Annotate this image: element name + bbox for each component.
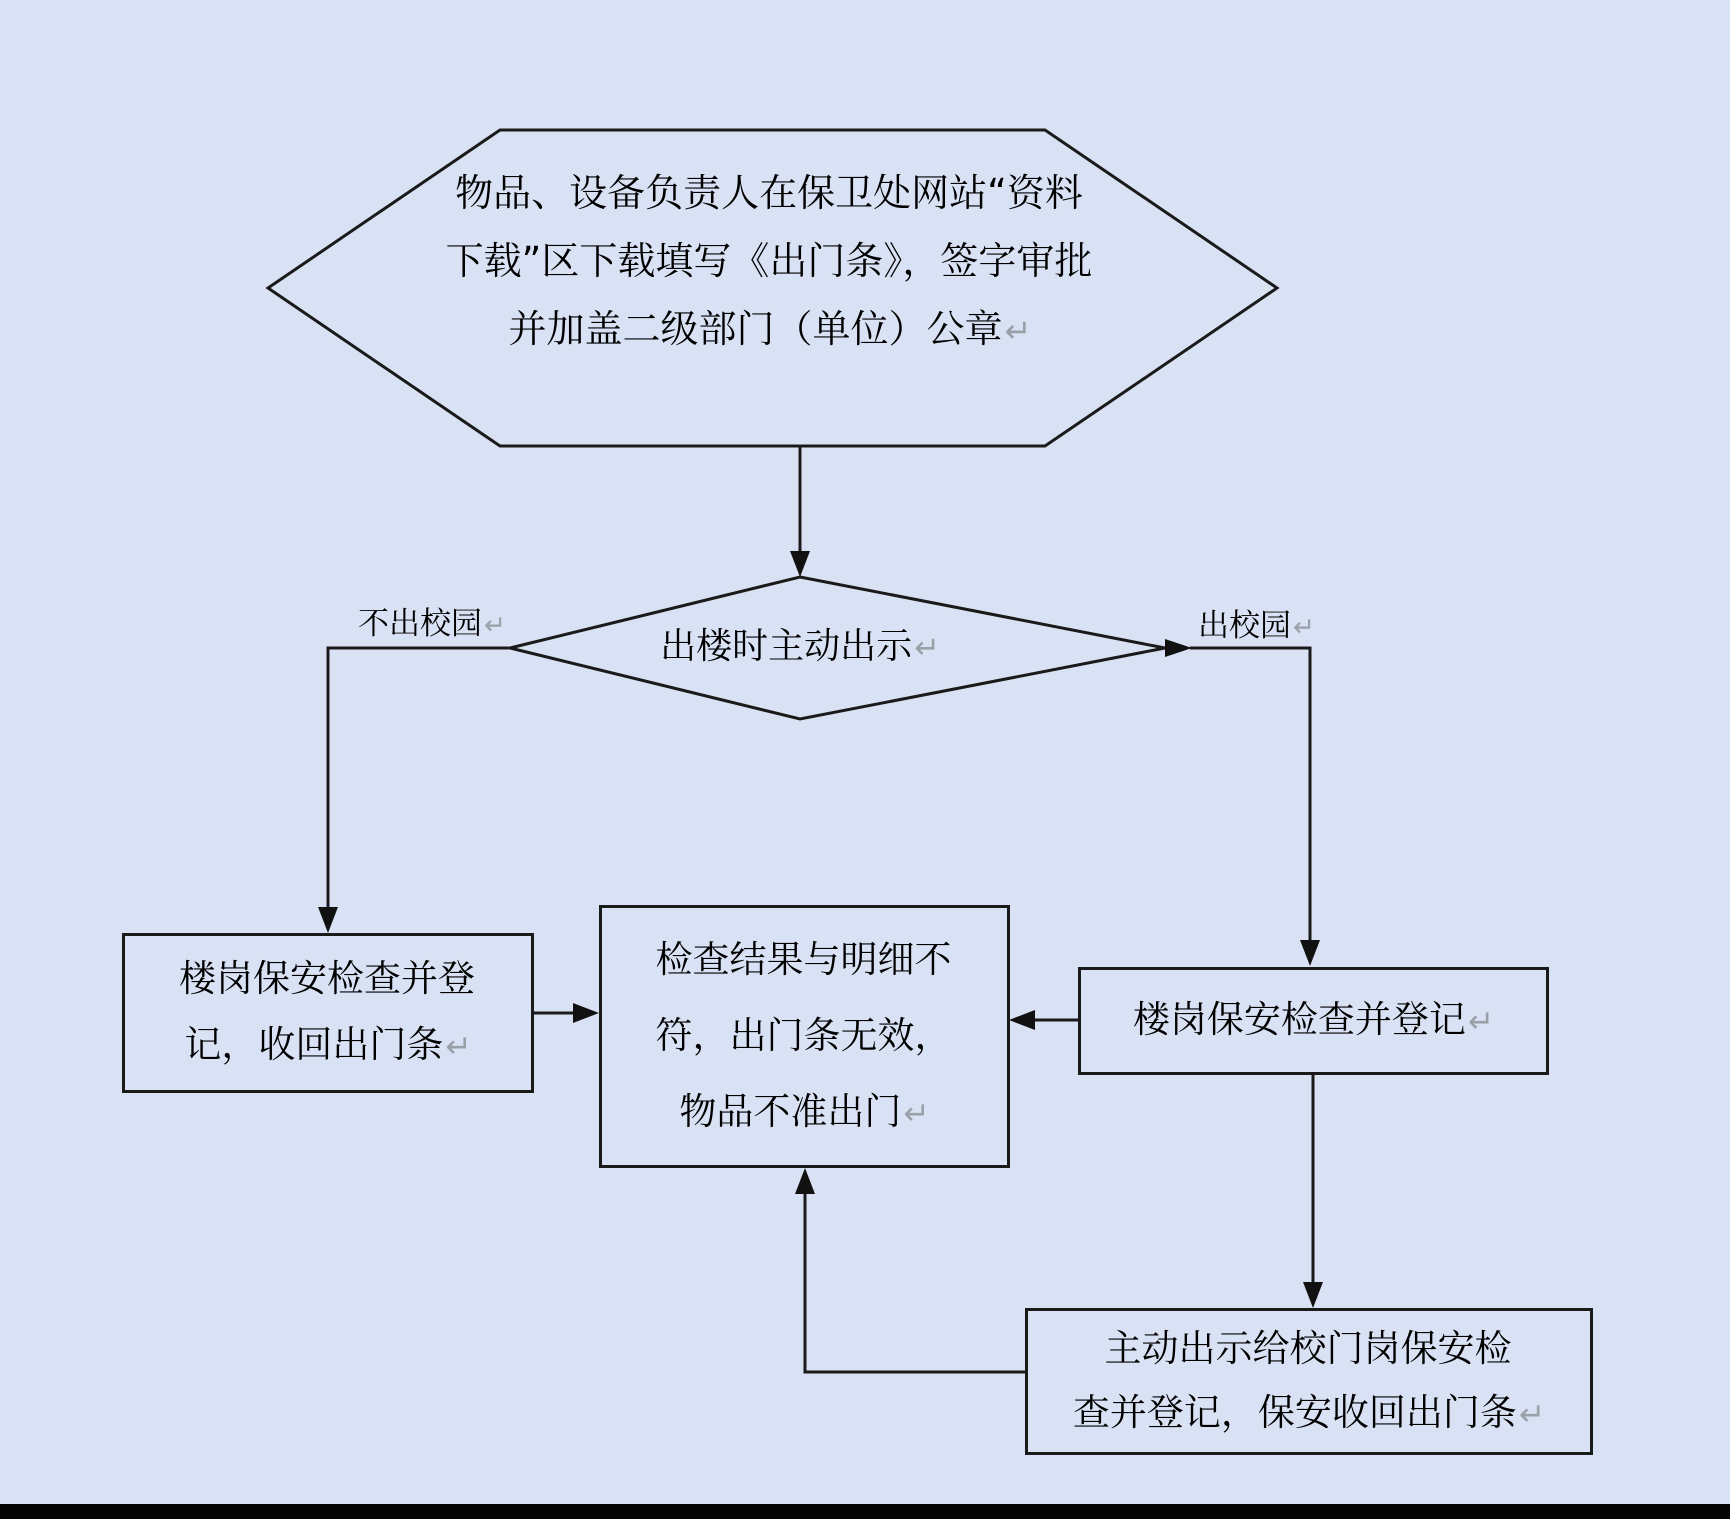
connector-diamond-to-right-box	[1190, 648, 1310, 959]
return-mark: ↵	[903, 1095, 930, 1132]
hexagon-text-line-2: 下载”区下载填写《出门条》，签字审批	[445, 239, 1093, 283]
branch-label-exit-campus: 出校园↵	[1198, 608, 1316, 644]
bottom-edge-bar	[0, 1504, 1730, 1519]
process-box-gate-guard-collect-pass: 主动出示给校门岗保安检 查并登记，保安收回出门条↵	[1025, 1308, 1593, 1455]
arrowhead-into-diamond	[790, 551, 810, 577]
return-mark: ↵	[484, 611, 507, 641]
arrowhead-into-left-box	[318, 907, 338, 933]
hexagon-text-line-3: 并加盖二级部门（单位）公章↵	[508, 307, 1032, 351]
connector-bottom-box-to-center-box	[805, 1175, 1025, 1372]
arrowhead-into-center-box-right	[1009, 1010, 1035, 1030]
connector-diamond-to-left-box	[328, 648, 510, 926]
arrowhead-at-diamond-right-vertex	[1165, 639, 1192, 657]
process-box-building-guard-check-register: 楼岗保安检查并登记↵	[1078, 967, 1549, 1075]
arrowhead-into-right-box	[1300, 940, 1320, 966]
return-mark: ↵	[1467, 1004, 1495, 1040]
return-mark: ↵	[1293, 613, 1316, 643]
branch-label-no-exit-campus: 不出校园↵	[358, 606, 507, 642]
process-box-pass-invalid: 检查结果与明细不 符，出门条无效， 物品不准出门↵	[599, 905, 1010, 1168]
hexagon-text-line-1: 物品、设备负责人在保卫处网站“资料	[455, 171, 1083, 215]
decision-diamond-text: 出楼时主动出示↵	[660, 626, 940, 667]
process-box-building-guard-collect-pass: 楼岗保安检查并登 记，收回出门条↵	[122, 933, 534, 1093]
return-mark: ↵	[445, 1029, 472, 1065]
return-mark: ↵	[914, 631, 940, 666]
return-mark: ↵	[1518, 1396, 1546, 1433]
arrowhead-into-center-box-left	[573, 1003, 599, 1023]
arrowhead-into-center-box-bottom	[795, 1168, 815, 1194]
start-hexagon-text	[330, 160, 1210, 364]
arrowhead-into-bottom-box	[1303, 1282, 1323, 1308]
return-mark: ↵	[1004, 312, 1032, 350]
